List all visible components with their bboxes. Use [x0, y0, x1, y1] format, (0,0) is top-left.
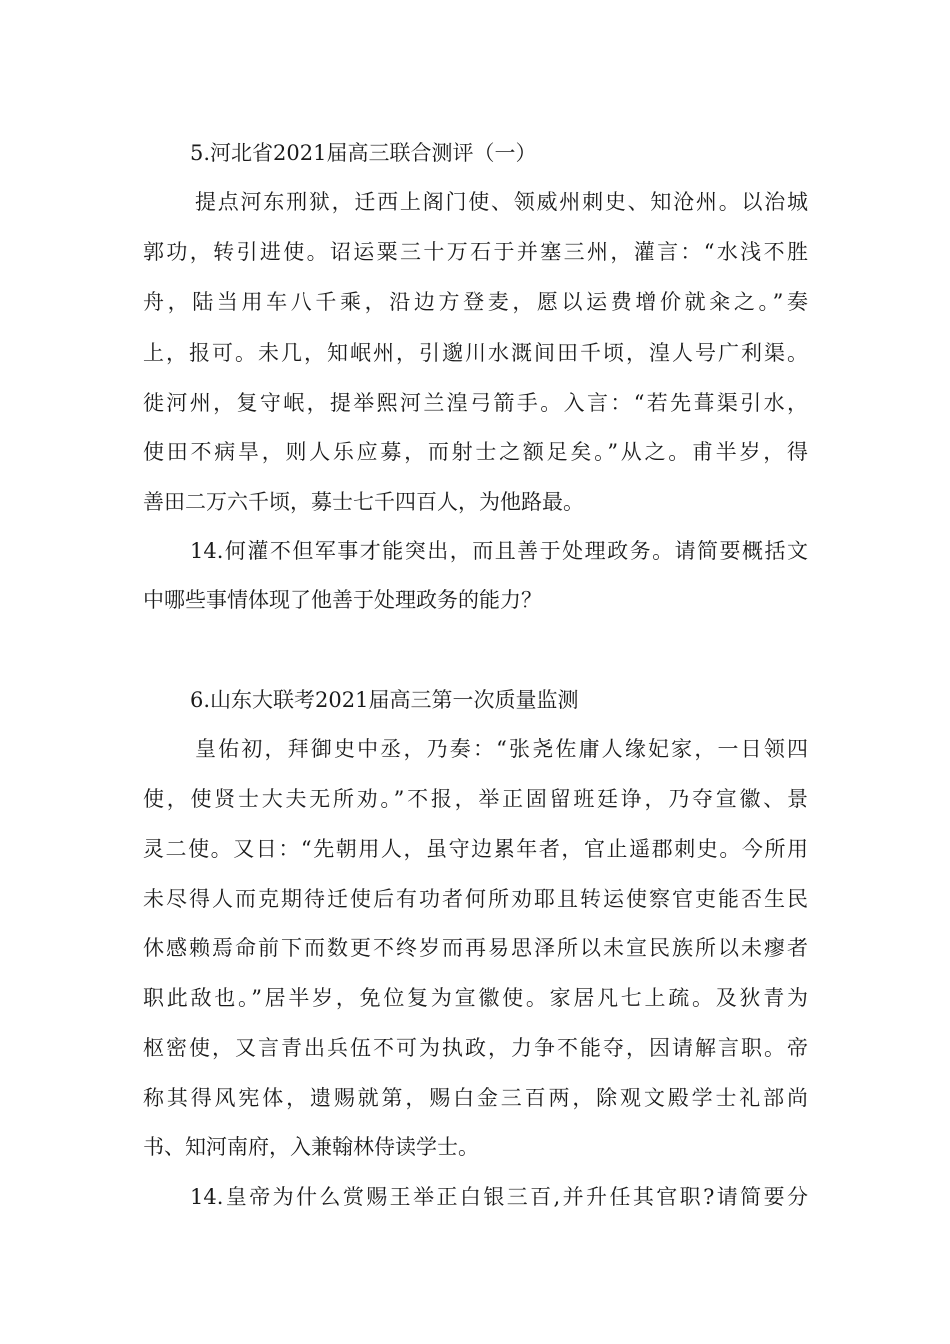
section-heading: 6.山东大联考2021届高三第一次质量监测 [190, 688, 579, 712]
passage-line: 提点河东刑狱，迁西上阁门使、领威州刺史、知沧州。以治城 [195, 190, 808, 214]
question-line: 14.何灌不但军事才能突出，而且善于处理政务。请简要概括文 [190, 539, 808, 563]
passage-line: 徙河州，复守岷，提举熙河兰湟弓箭手。入言：“若先葺渠引水， [143, 391, 808, 415]
passage-line: 称其得风宪体，遗赐就第，赐白金三百两，除观文殿学士礼部尚 [143, 1086, 808, 1110]
passage-line: 使，使贤士大夫无所劝。”不报，举正固留班廷诤，乃夺宣徽、景 [143, 787, 808, 811]
section-heading: 5.河北省2021届高三联合测评（一） [190, 141, 537, 165]
passage-line: 上，报可。未几，知岷州，引邈川水溉间田千顷，湟人号广利渠。 [143, 341, 808, 365]
passage-line: 枢密使，又言青出兵伍不可为执政，力争不能夺，因请解言职。帝 [143, 1036, 808, 1060]
passage-line: 休感赖焉命前下而数更不终岁而再易思泽所以未宣民族所以未瘳者 [143, 936, 808, 960]
passage-line: 职此敌也。”居半岁，免位复为宣徽使。家居凡七上疏。及狄青为 [143, 986, 808, 1010]
passage-line: 书、知河南府，入兼翰林侍读学士。 [143, 1135, 479, 1159]
passage-line: 灵二使。又日：“先朝用人，虽守边累年者，官止遥郡刺史。今所用 [143, 837, 808, 861]
passage-line: 善田二万六千顷，募士七千四百人，为他路最。 [143, 490, 584, 514]
question-line: 14.皇帝为什么赏赐王举正白银三百,并升任其官职?请简要分 [190, 1185, 808, 1209]
passage-line: 郭功，转引进使。诏运粟三十万石于并塞三州，灌言：“水浅不胜 [143, 240, 808, 264]
passage-line: 皇佑初，拜御史中丞，乃奏：“张尧佐庸人缘妃家，一日领四 [195, 737, 808, 761]
question-line: 中哪些事情体现了他善于处理政务的能力？ [143, 588, 542, 612]
passage-line: 舟，陆当用车八千乘，沿边方登麦，愿以运费增价就籴之。”奏 [143, 290, 808, 314]
passage-line: 未尽得人而克期待迁使后有功者何所劝耶且转运使察官吏能否生民 [143, 887, 808, 911]
passage-line: 使田不病旱，则人乐应募，而射士之额足矣。”从之。甫半岁，得 [143, 440, 808, 464]
